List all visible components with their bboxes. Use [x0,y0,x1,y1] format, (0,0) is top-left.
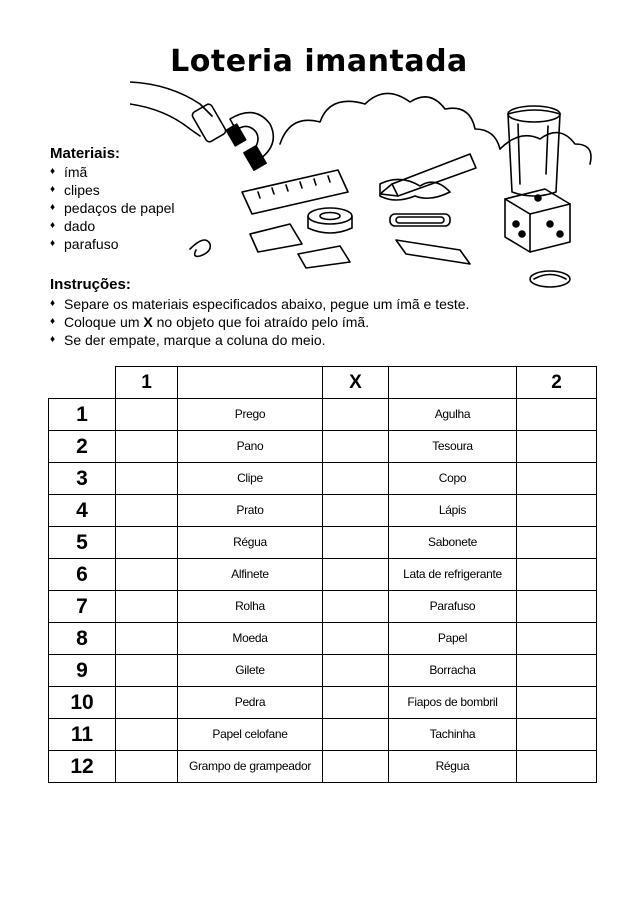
item-left: Pedra [178,687,323,719]
instruction-text: Coloque um [64,314,144,330]
materials-item: ♦ dado [50,217,175,235]
mark-cell-1[interactable] [116,527,178,559]
instruction-x-mark: X [143,314,153,330]
mark-cell-x[interactable] [323,719,389,751]
table-row [49,399,597,431]
materials-item: ♦ clipes [50,181,175,199]
item-right: Parafuso [389,591,517,623]
mark-cell-2[interactable] [517,623,597,655]
mark-cell-1[interactable] [116,623,178,655]
magnet-objects-illustration [130,74,600,294]
materials-item: ♦ pedaços de papel [50,199,175,217]
mark-cell-x[interactable] [323,623,389,655]
page-title: Loteria imantada [170,44,468,79]
paper-piece-shape [250,224,302,252]
materials-item: ♦ ímã [50,163,175,181]
row-number: 7 [49,591,116,623]
mark-cell-1[interactable] [116,687,178,719]
row-number: 5 [49,527,116,559]
sleeve-cuff [191,103,227,143]
mark-cell-1[interactable] [116,719,178,751]
item-right: Tachinha [389,719,517,751]
mark-cell-1[interactable] [116,495,178,527]
mark-cell-x[interactable] [323,591,389,623]
row-number: 6 [49,559,116,591]
materials-item: ♦ parafuso [50,235,175,253]
mark-cell-x[interactable] [323,655,389,687]
paper-piece-shape [298,246,350,268]
table-row [49,591,597,623]
mark-cell-1[interactable] [116,559,178,591]
mark-cell-2[interactable] [517,399,597,431]
cup-shape [508,110,560,196]
item-left: Prato [178,495,323,527]
item-left: Régua [178,527,323,559]
item-right: Tesoura [389,431,517,463]
table-row [49,623,597,655]
mark-cell-2[interactable] [517,527,597,559]
pencil-shape [392,154,476,196]
clip-shape [396,240,470,264]
mark-cell-2[interactable] [517,559,597,591]
instruction-item [50,295,469,313]
mark-cell-x[interactable] [323,399,389,431]
mark-cell-2[interactable] [517,591,597,623]
item-right: Papel [389,623,517,655]
row-number: 2 [49,431,116,463]
item-right: Lata de refrigerante [389,559,517,591]
mark-cell-1[interactable] [116,655,178,687]
mark-cell-1[interactable] [116,751,178,783]
table-row [49,751,597,783]
row-number: 4 [49,495,116,527]
table-header-row [49,367,597,399]
screw-shape [530,271,570,287]
item-left: Alfinete [178,559,323,591]
table-row [49,655,597,687]
lottery-table [48,366,597,783]
mark-cell-x[interactable] [323,751,389,783]
item-right: Régua [389,751,517,783]
mark-cell-2[interactable] [517,751,597,783]
mark-cell-2[interactable] [517,495,597,527]
row-number: 10 [49,687,116,719]
table-row [49,431,597,463]
row-number: 3 [49,463,116,495]
item-left: Rolha [178,591,323,623]
arm-shape [130,82,212,116]
instructions-list [50,295,469,349]
table-row [49,559,597,591]
item-left: Clipe [178,463,323,495]
materials-list [50,163,175,253]
instructions-label: Instruções: [50,276,131,293]
item-left: Moeda [178,623,323,655]
table-row [49,527,597,559]
header-col-1: 1 [116,367,178,399]
mark-cell-1[interactable] [116,431,178,463]
cloud-shape [280,93,500,149]
header-blank-cell [389,367,517,399]
mark-cell-2[interactable] [517,431,597,463]
header-col-2: 2 [517,367,597,399]
clip-shape [390,214,450,226]
item-right: Lápis [389,495,517,527]
tape-roll-shape [308,208,352,224]
item-left: Papel celofane [178,719,323,751]
mark-cell-x[interactable] [323,527,389,559]
mark-cell-x[interactable] [323,687,389,719]
mark-cell-x[interactable] [323,463,389,495]
mark-cell-2[interactable] [517,687,597,719]
header-col-x: X [323,367,389,399]
item-left: Grampo de grampeador [178,751,323,783]
item-right: Sabonete [389,527,517,559]
row-number: 12 [49,751,116,783]
instruction-item [50,331,469,349]
item-right: Fiapos de bombril [389,687,517,719]
mark-cell-1[interactable] [116,591,178,623]
mark-cell-x[interactable] [323,559,389,591]
item-right: Borracha [389,655,517,687]
mark-cell-2[interactable] [517,719,597,751]
table-row [49,687,597,719]
materials-label: Materiais: [50,145,121,162]
cloud-shape [500,133,591,164]
table-row [49,495,597,527]
instruction-text: no objeto que foi atraído pelo ímã. [152,314,370,330]
instruction-text: Separe os materiais especificados abaixo, pegue um ímã e teste. [64,296,470,312]
header-blank-cell [178,367,323,399]
mark-cell-x[interactable] [323,431,389,463]
mark-cell-2[interactable] [517,463,597,495]
row-number: 9 [49,655,116,687]
item-right: Copo [389,463,517,495]
row-number: 11 [49,719,116,751]
instruction-text: Se der empate, marque a coluna do meio. [64,332,326,348]
item-left: Pano [178,431,323,463]
instruction-item [50,313,469,331]
row-number: 1 [49,399,116,431]
header-gap-cell [49,367,116,399]
table-row [49,719,597,751]
item-left: Gilete [178,655,323,687]
paper-clip-shape [190,240,210,256]
row-number: 8 [49,623,116,655]
mark-cell-1[interactable] [116,463,178,495]
table-row [49,463,597,495]
mark-cell-2[interactable] [517,655,597,687]
mark-cell-1[interactable] [116,399,178,431]
mark-cell-x[interactable] [323,495,389,527]
item-right: Agulha [389,399,517,431]
item-left: Prego [178,399,323,431]
